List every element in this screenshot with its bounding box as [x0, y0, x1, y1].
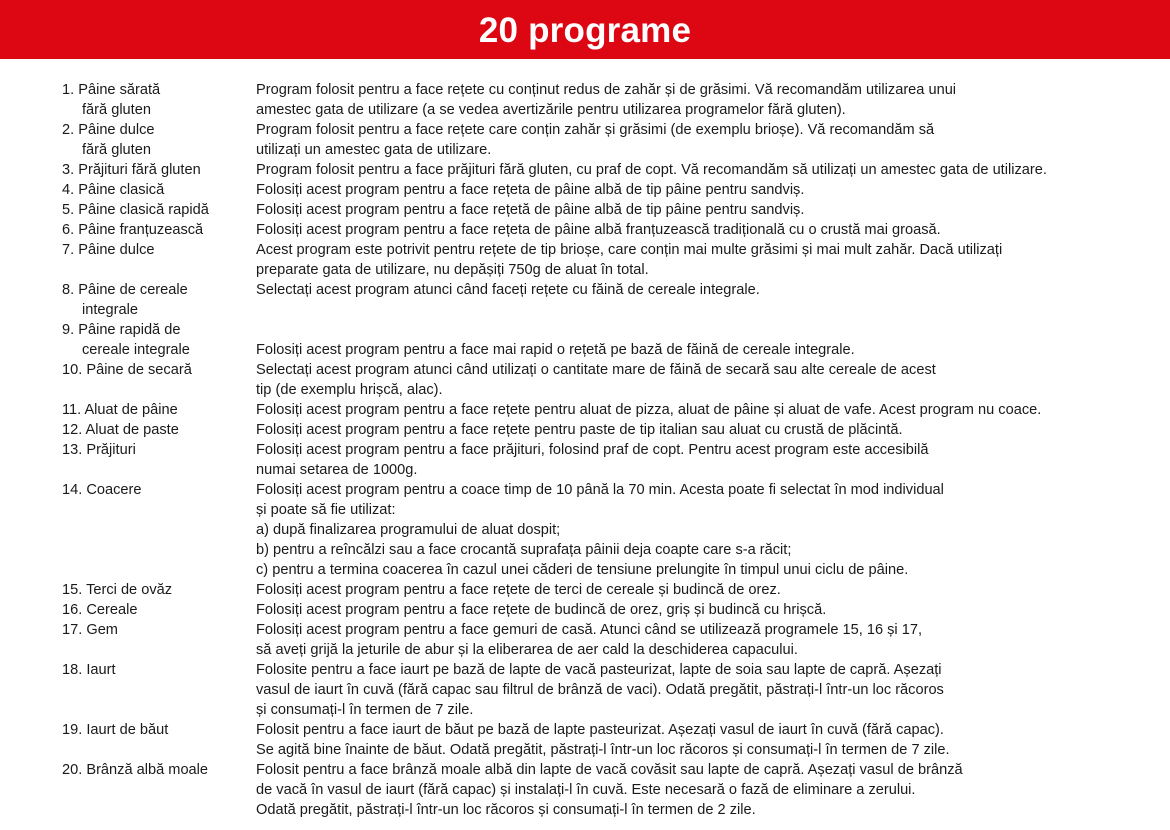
program-description-line: Folosiți acest program pentru a face rețete pentru aluat de pizza, aluat de pâine și aluat de vafe. Acest program nu coace. — [256, 402, 1042, 418]
program-description — [256, 180, 1170, 200]
program-description-line: b) pentru a reîncălzi sau a face crocantă suprafața pâinii deja coapte care s-a răcit; — [256, 542, 792, 558]
program-name — [62, 200, 256, 220]
program-name-line: 20. Brânză albă moale — [62, 762, 209, 778]
program-name — [62, 160, 256, 180]
program-description — [256, 660, 1170, 720]
program-description — [256, 480, 1170, 580]
program-row — [62, 80, 1170, 120]
program-name-line: 8. Pâine de cereale — [62, 282, 188, 298]
program-name — [62, 120, 256, 160]
program-description-line: Program folosit pentru a face rețete care conțin zahăr și grăsimi (de exemplu brioșe). Vă recomandăm să — [256, 122, 935, 138]
program-description-line: Program folosit pentru a face prăjituri fără gluten, cu praf de copt. Vă recomandăm să utilizați un amestec gata de utilizare. — [256, 162, 1047, 178]
program-name-line: fără gluten — [82, 142, 151, 158]
program-name — [62, 360, 256, 380]
program-description-line: Folosit pentru a face brânză moale albă din lapte de vacă covăsit sau lapte de capră. Așezați vasul de brânză — [256, 762, 963, 778]
program-name — [62, 760, 256, 780]
program-description — [256, 720, 1170, 760]
program-list — [62, 80, 1170, 820]
program-description-line: c) pentru a termina coacerea în cazul unei căderi de tensiune prelungite în timpul unui ciclu de pâine. — [256, 562, 909, 578]
program-description — [256, 280, 1170, 300]
program-name — [62, 600, 256, 620]
program-description — [256, 620, 1170, 660]
program-description — [256, 220, 1170, 240]
title-banner — [0, 0, 1170, 59]
program-row — [62, 400, 1170, 420]
program-description — [256, 760, 1170, 820]
program-row — [62, 160, 1170, 180]
program-row — [62, 220, 1170, 240]
program-name-line: 11. Aluat de pâine — [62, 402, 178, 418]
program-description — [256, 400, 1170, 420]
program-description-line: Folosite pentru a face iaurt pe bază de lapte de vacă pasteurizat, lapte de soia sau lapte de capră. Așezați — [256, 662, 942, 678]
program-description — [256, 580, 1170, 600]
program-description — [256, 420, 1170, 440]
program-name — [62, 400, 256, 420]
program-description — [256, 80, 1170, 120]
program-description — [256, 200, 1170, 220]
program-name — [62, 80, 256, 120]
program-name — [62, 580, 256, 600]
program-row — [62, 620, 1170, 660]
program-description-line: Program folosit pentru a face rețete cu conținut redus de zahăr și de grăsimi. Vă recomandăm utilizarea unui — [256, 82, 957, 98]
program-description-line: Folosiți acest program pentru a face rețeta de pâine albă franțuzească tradițională cu o crustă mai groasă. — [256, 222, 941, 238]
program-description-line: Folosiți acest program pentru a coace timp de 10 până la 70 min. Acesta poate fi selectat în mod individual — [256, 482, 944, 498]
program-name — [62, 220, 256, 240]
program-name-line: 1. Pâine sărată — [62, 82, 161, 98]
program-description-line: Folosit pentru a face iaurt de băut pe bază de lapte pasteurizat. Așezați vasul de iaurt în cuvă (fără capac). — [256, 722, 944, 738]
program-description — [256, 440, 1170, 480]
program-name — [62, 180, 256, 200]
program-row — [62, 720, 1170, 760]
program-name-line: 7. Pâine dulce — [62, 242, 155, 258]
program-name-line: 14. Coacere — [62, 482, 142, 498]
program-description — [256, 600, 1170, 620]
program-row — [62, 120, 1170, 160]
program-description-line: Folosiți acest program pentru a face rețetă de pâine albă de tip pâine pentru sandviș. — [256, 202, 805, 218]
program-description-line: să aveți grijă la jeturile de abur și la eliberarea de aer cald la deschiderea capacului. — [256, 642, 798, 658]
program-name-line: 3. Prăjituri fără gluten — [62, 162, 201, 178]
program-description-line: Folosiți acest program pentru a face rețete pentru paste de tip italian sau aluat cu crustă de plăcintă. — [256, 422, 903, 438]
program-description-line: Folosiți acest program pentru a face gemuri de casă. Atunci când se utilizează programele 15, 16 și 17, — [256, 622, 922, 638]
program-row — [62, 240, 1170, 280]
program-description-line: și consumați-l în termen de 7 zile. — [256, 702, 474, 718]
program-name-line: 17. Gem — [62, 622, 118, 638]
program-row — [62, 440, 1170, 480]
program-name — [62, 420, 256, 440]
program-name-line: 15. Terci de ovăz — [62, 582, 173, 598]
program-name — [62, 280, 256, 320]
program-description — [256, 320, 1170, 360]
program-description-line: preparate gata de utilizare, nu depășiți 750g de aluat în total. — [256, 262, 649, 278]
program-name-line: 2. Pâine dulce — [62, 122, 155, 138]
program-name — [62, 480, 256, 500]
program-description-line: tip (de exemplu hrișcă, alac). — [256, 382, 443, 398]
program-description-line: vasul de iaurt în cuvă (fără capac sau filtrul de brânză de vaci). Odată pregătit, păstrați-l într-un loc răcoros — [256, 682, 944, 698]
program-name-line: cereale integrale — [82, 342, 190, 358]
program-name-line: 5. Pâine clasică rapidă — [62, 202, 209, 218]
program-name — [62, 440, 256, 460]
program-description-line: Acest program este potrivit pentru rețete de tip brioșe, care conțin mai multe grăsimi și mai mult zahăr. Dacă utilizați — [256, 242, 1003, 258]
program-row — [62, 420, 1170, 440]
program-name-line: 19. Iaurt de băut — [62, 722, 169, 738]
program-description-line: Folosiți acest program pentru a face prăjituri, folosind praf de copt. Pentru acest program este accesibilă — [256, 442, 929, 458]
program-name-line: integrale — [82, 302, 138, 318]
program-name-line: 18. Iaurt — [62, 662, 116, 678]
program-description-line: Se agită bine înainte de băut. Odată pregătit, păstrați-l într-un loc răcoros și consumați-l în termen de 7 zile. — [256, 742, 950, 758]
program-name-line: fără gluten — [82, 102, 151, 118]
program-name-line: 9. Pâine rapidă de — [62, 322, 181, 338]
program-name — [62, 620, 256, 640]
program-description-line — [256, 320, 1170, 340]
program-description-line: Odată pregătit, păstrați-l într-un loc răcoros și consumați-l în termen de 2 zile. — [256, 802, 756, 818]
program-row — [62, 580, 1170, 600]
program-name — [62, 660, 256, 680]
program-row — [62, 200, 1170, 220]
program-description-line: de vacă în vasul de iaurt (fără capac) și instalați-l în cuvă. Este necesară o fază de eliminare a zerului. — [256, 782, 916, 798]
program-name-line: 13. Prăjituri — [62, 442, 136, 458]
program-description-line: Folosiți acest program pentru a face rețeta de pâine albă de tip pâine pentru sandviș. — [256, 182, 805, 198]
program-description-line: amestec gata de utilizare (a se vedea avertizările pentru utilizarea programelor fără gluten). — [256, 102, 846, 118]
program-description-line: Folosiți acest program pentru a face mai rapid o rețetă pe bază de făină de cereale integrale. — [256, 342, 855, 358]
program-row — [62, 360, 1170, 400]
program-description — [256, 240, 1170, 280]
program-row — [62, 480, 1170, 580]
program-row — [62, 600, 1170, 620]
program-description-line: Folosiți acest program pentru a face rețete de terci de cereale și budincă de orez. — [256, 582, 781, 598]
program-description-line: utilizați un amestec gata de utilizare. — [256, 142, 492, 158]
program-description-line: numai setarea de 1000g. — [256, 462, 418, 478]
program-name-line: 10. Pâine de secară — [62, 362, 192, 378]
program-row — [62, 760, 1170, 820]
program-name — [62, 720, 256, 740]
program-name-line: 4. Pâine clasică — [62, 182, 165, 198]
program-name — [62, 240, 256, 260]
program-name-line: 16. Cereale — [62, 602, 138, 618]
program-description-line: și poate să fie utilizat: — [256, 502, 396, 518]
program-description — [256, 120, 1170, 160]
program-description — [256, 160, 1170, 180]
program-row — [62, 320, 1170, 360]
program-description-line: Selectați acest program atunci când faceți rețete cu făină de cereale integrale. — [256, 282, 760, 298]
page-title: 20 programe — [478, 10, 692, 50]
program-row — [62, 660, 1170, 720]
program-description — [256, 360, 1170, 400]
program-description-line: Folosiți acest program pentru a face rețete de budincă de orez, griș și budincă cu hrișcă. — [256, 602, 827, 618]
program-description-line: a) după finalizarea programului de aluat dospit; — [256, 522, 561, 538]
program-name-line: 12. Aluat de paste — [62, 422, 179, 438]
program-name-line: 6. Pâine franțuzească — [62, 222, 204, 238]
program-row — [62, 280, 1170, 320]
program-row — [62, 180, 1170, 200]
program-name — [62, 320, 256, 360]
program-description-line: Selectați acest program atunci când utilizați o cantitate mare de făină de secară sau alte cereale de acest — [256, 362, 936, 378]
